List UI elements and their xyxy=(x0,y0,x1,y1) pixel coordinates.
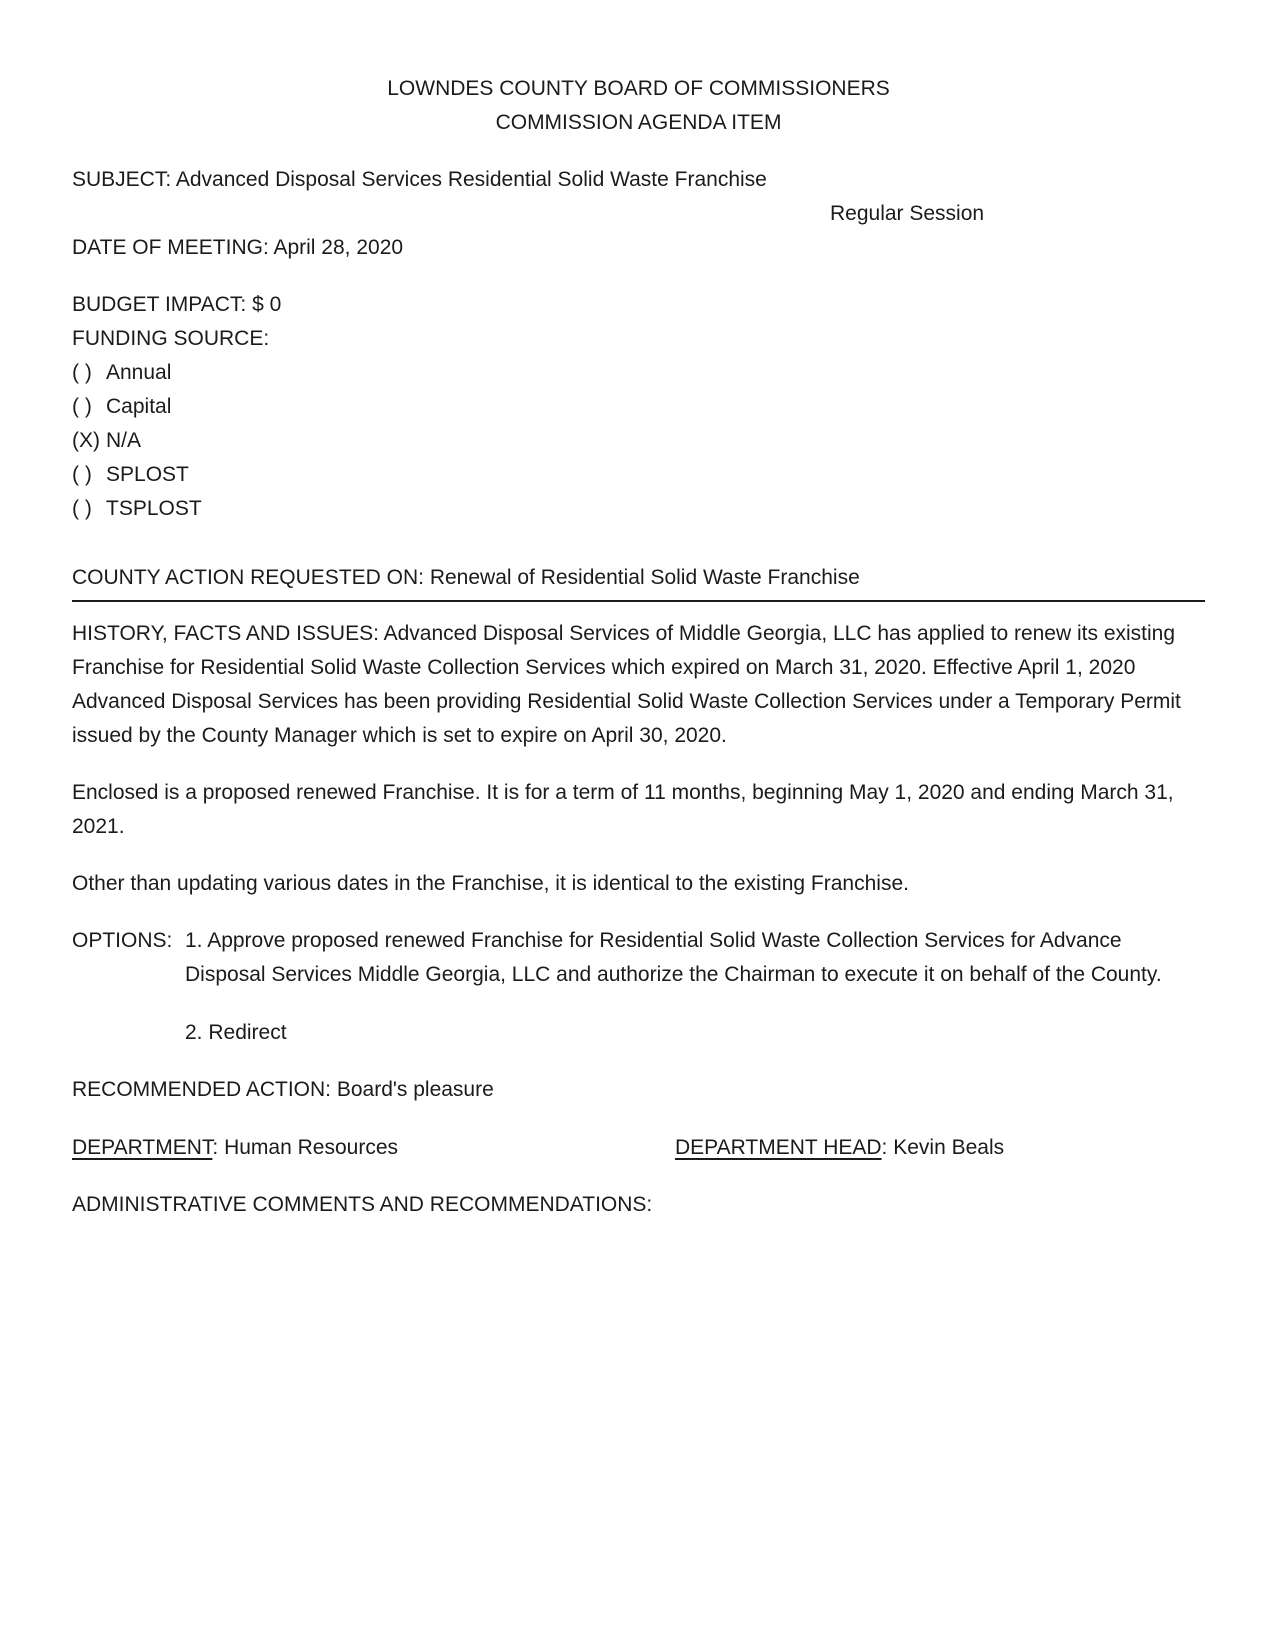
funding-option-label: N/A xyxy=(106,429,142,452)
county-action-requested-line: COUNTY ACTION REQUESTED ON: Renewal of Residential Solid Waste Franchise xyxy=(72,561,1205,602)
identical-franchise-paragraph: Other than updating various dates in the Franchise, it is identical to the existing Franchise. xyxy=(72,872,909,895)
meeting-date-line: DATE OF MEETING: April 28, 2020 xyxy=(72,236,404,259)
options-label: OPTIONS: xyxy=(72,929,173,952)
funding-option-tsplost xyxy=(72,492,1205,526)
checkbox-mark: ( ) xyxy=(72,361,92,384)
funding-option-label: Annual xyxy=(106,361,172,384)
checkbox-mark: ( ) xyxy=(72,497,92,520)
department-row xyxy=(72,1131,1205,1165)
option-1-approve: 1. Approve proposed renewed Franchise for Residential Solid Waste Collection Services for Advance Disposal Services Middle Georgia, LLC and authorize the Chairman to execute it on behalf of the County. xyxy=(185,929,1162,986)
history-facts-issues-paragraph: HISTORY, FACTS AND ISSUES: Advanced Disposal Services of Middle Georgia, LLC has applied to renew its existing Franchise for Residential Solid Waste Collection Services which expired on March 31, 2020. Effective April 1, 2020 Advanced Disposal Services has been providing Residential Solid Waste Collection Services under a Temporary Permit issued by the County Manager which is set to expire on April 30, 2020. xyxy=(72,622,1181,747)
department-field xyxy=(72,1131,675,1165)
checkbox-mark-checked: (X) xyxy=(72,429,100,452)
department-head-field xyxy=(675,1131,1004,1165)
recommended-action-line: RECOMMENDED ACTION: Board's pleasure xyxy=(72,1078,494,1101)
checkbox-mark: ( ) xyxy=(72,395,92,418)
session-type-line: Regular Session xyxy=(830,202,985,225)
enclosed-franchise-paragraph: Enclosed is a proposed renewed Franchise. It is for a term of 11 months, beginning May 1, 2020 and ending March 31, 2021. xyxy=(72,781,1174,838)
funding-option-splost xyxy=(72,458,1205,492)
funding-option-na xyxy=(72,424,1205,458)
checkbox-mark: ( ) xyxy=(72,463,92,486)
department-head-label: DEPARTMENT HEAD xyxy=(675,1136,882,1159)
department-value: : Human Resources xyxy=(212,1136,398,1159)
budget-impact-line: BUDGET IMPACT: $ 0 xyxy=(72,293,282,316)
funding-option-capital xyxy=(72,390,1205,424)
funding-source-label: FUNDING SOURCE: xyxy=(72,327,270,350)
options-block xyxy=(72,924,1205,992)
funding-option-label: SPLOST xyxy=(106,463,189,486)
option-2-redirect: 2. Redirect xyxy=(185,1021,287,1044)
department-label: DEPARTMENT xyxy=(72,1136,213,1159)
document-title-line1: LOWNDES COUNTY BOARD OF COMMISSIONERS xyxy=(387,77,890,100)
department-head-value: : Kevin Beals xyxy=(881,1136,1005,1159)
subject-line: SUBJECT: Advanced Disposal Services Residential Solid Waste Franchise xyxy=(72,168,767,191)
funding-option-label: Capital xyxy=(106,395,172,418)
funding-option-label: TSPLOST xyxy=(106,497,202,520)
funding-option-annual xyxy=(72,356,1205,390)
administrative-comments-line: ADMINISTRATIVE COMMENTS AND RECOMMENDATIONS: xyxy=(72,1193,653,1216)
document-title-line2: COMMISSION AGENDA ITEM xyxy=(495,111,782,134)
